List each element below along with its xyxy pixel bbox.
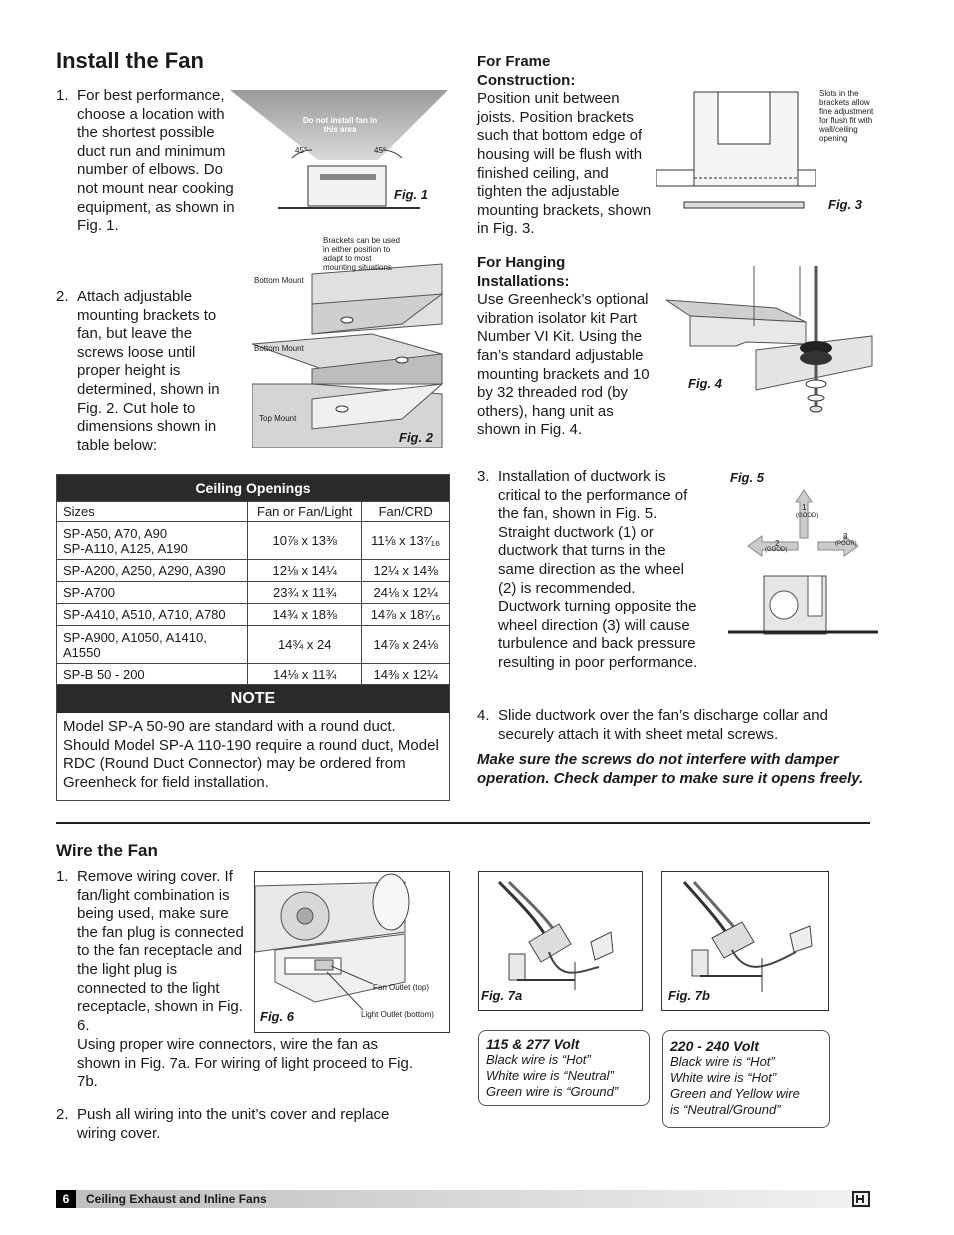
install-step-1 xyxy=(56,87,241,236)
volt-220-title: 220 - 240 Volt xyxy=(670,1038,759,1054)
volt-220-line-3: Green and Yellow wire xyxy=(670,1086,800,1101)
step-text: Slide ductwork over the fan’s discharge collar and securely attach it with sheet metal screws. xyxy=(498,707,828,743)
table-cell-crd: 14⅞ x 24⅛ xyxy=(362,626,450,664)
step-text: Push all wiring into the unit’s cover and replace wiring cover. xyxy=(77,1106,390,1142)
fig1-warning: Do not install fan in this area xyxy=(302,116,378,134)
table-cell-crd: 12¼ x 14⅜ xyxy=(362,560,450,582)
fig4-label: Fig. 4 xyxy=(688,376,722,391)
duct-step-4 xyxy=(477,707,862,744)
table-row xyxy=(57,522,450,560)
table-cell-fan: 14⅛ x 11¾ xyxy=(248,664,362,686)
fig2-top-mount: Top Mount xyxy=(259,414,297,423)
note-title: NOTE xyxy=(57,685,449,713)
table-cell-crd: 14⅜ x 12¼ xyxy=(362,664,450,686)
frame-text: Position unit between joists. Position brackets such that bottom edge of housing will be flush with finished ceiling, and tighten the adjustable mounting brackets, shown in Fig. 3. xyxy=(477,90,652,238)
step-number: 2. xyxy=(56,288,69,305)
table-row xyxy=(57,664,450,686)
fig6-light-outlet: Light Outlet (bottom) xyxy=(361,1010,434,1019)
wire-step-1-top xyxy=(56,868,246,1035)
fig2-note: Brackets can be used in either position to adapt to most mounting situations xyxy=(323,236,400,272)
fig2-bottom-mount-2: Bottom Mount xyxy=(254,344,304,353)
fig5-d2-txt: (GOOD) xyxy=(765,547,788,553)
step-number: 1. xyxy=(56,87,69,104)
fig6-label: Fig. 6 xyxy=(260,1009,294,1024)
volt-220-line-1: Black wire is “Hot” xyxy=(670,1054,775,1069)
table-cell-fan: 10⅞ x 13⅜ xyxy=(248,522,362,560)
fig1-label: Fig. 1 xyxy=(394,187,428,202)
fig3-illustration xyxy=(656,88,816,210)
section-divider xyxy=(56,822,870,824)
fig5-d3: 3 xyxy=(843,532,848,541)
table-cell-size: SP-A110, A125, A190 xyxy=(63,540,188,556)
footer-title: Ceiling Exhaust and Inline Fans xyxy=(86,1192,267,1206)
fig5-d1: 1 xyxy=(802,503,807,512)
fig5-d3-txt: (POOR) xyxy=(835,541,857,547)
table-header-fan-light: Fan or Fan/Light xyxy=(248,502,362,522)
install-steps xyxy=(56,87,241,236)
volt-115-line-3: Green wire is “Ground” xyxy=(486,1084,619,1099)
table-row xyxy=(57,582,450,604)
frame-construction xyxy=(477,53,652,239)
step-number: 3. xyxy=(477,468,490,485)
table-cell-fan: 12⅛ x 14¼ xyxy=(248,560,362,582)
fig1-angle-left: 45° xyxy=(295,146,308,155)
fig5-d2: 2 xyxy=(775,539,780,548)
greenheck-logo-icon xyxy=(852,1191,870,1207)
table-cell-fan: 14¾ x 18⅜ xyxy=(248,604,362,626)
install-step-3 xyxy=(477,468,699,673)
table-row xyxy=(57,560,450,582)
volt-220-line-2: White wire is “Hot” xyxy=(670,1070,777,1085)
volt-115-line-2: White wire is “Neutral” xyxy=(486,1068,614,1083)
table-cell-crd: 11⅛ x 13⁷⁄₁₆ xyxy=(362,522,450,560)
volt-115-box xyxy=(478,1030,650,1106)
table-cell-fan: 23¾ x 11¾ xyxy=(248,582,362,604)
step-text: Installation of ductwork is critical to the performance of the fan, shown in Fig. 5. Straight ductwork (1) or ductwork that turns in the same direction as the wheel (2) is recommended. Ductwork turning opposite the wheel direction (3) will cause turbulence and back pressure resulting in poor performance. xyxy=(498,468,698,671)
table-title: Ceiling Openings xyxy=(57,475,450,502)
step-text: Attach adjustable mounting brackets to fan, but leave the screws loose until proper height is determined, shown in Fig. 2. Cut hole to dimensions shown in table below: xyxy=(77,288,220,454)
page-number: 6 xyxy=(56,1190,76,1208)
step-number: 1. xyxy=(56,868,69,885)
wire-step-1b: Using proper wire connectors, wire the fan as shown in Fig. 7a. For wiring of light proceed to Fig. 7b. xyxy=(77,1036,413,1091)
hanging-text: Use Greenheck’s optional vibration isolator kit Part Number VI Kit. Using the fan’s standard adjustable mounting brackets and 10 by 32 threaded rod (by others), hang unit as shown in Fig. 4. xyxy=(477,291,650,439)
note-text: Model SP-A 50-90 are standard with a round duct. Should Model SP-A 110-190 require a round duct, Model RDC (Round Duct Connector) may be ordered from Greenheck for field installation. xyxy=(63,718,439,791)
note-box xyxy=(56,684,450,801)
volt-220-box xyxy=(662,1030,830,1128)
table-header-fan-crd: Fan/CRD xyxy=(362,502,450,522)
wire-steps-2 xyxy=(56,1106,416,1143)
fig6-illustration xyxy=(255,872,449,1032)
table-cell-fan: 14¾ x 24 xyxy=(248,626,362,664)
step-number: 2. xyxy=(56,1106,69,1123)
duct-step-3 xyxy=(477,468,699,673)
ceiling-openings-table xyxy=(56,474,450,686)
fig6-fan-outlet: Fan Outlet (top) xyxy=(373,983,430,992)
fig5-d1-txt: (GOOD) xyxy=(796,513,819,519)
step-number: 4. xyxy=(477,707,490,724)
fig2-bottom-mount-1: Bottom Mount xyxy=(254,276,304,285)
fig7b-label: Fig. 7b xyxy=(668,988,710,1003)
fig5-label: Fig. 5 xyxy=(730,470,764,485)
fig3-label: Fig. 3 xyxy=(828,197,862,212)
frame-heading: For Frame Construction: xyxy=(477,53,576,89)
fig1-angle-right: 45° xyxy=(374,146,387,155)
table-cell-size: SP-A900, A1050, A1410, xyxy=(63,629,207,645)
table-cell-size: SP-A200, A250, A290, A390 xyxy=(57,560,248,582)
hanging-installation xyxy=(477,254,652,440)
fig4-illustration xyxy=(666,266,876,416)
table-row xyxy=(57,604,450,626)
table-cell-size: SP-A700 xyxy=(57,582,248,604)
section-title-install: Install the Fan xyxy=(56,48,204,73)
table-cell-size: SP-A50, A70, A90 xyxy=(63,525,168,541)
step-text: For best performance, choose a location with the shortest possible duct run and minimum number of elbows. Do not mount near cooking equipment, as shown in Fig. 1. xyxy=(77,87,235,235)
section-title-wire: Wire the Fan xyxy=(56,841,158,860)
hanging-heading: For Hanging Installations: xyxy=(477,254,570,290)
wire-step-1-text: Remove wiring cover. If fan/light combination is being used, make sure the fan plug is connected to the fan receptacle and the light plug is connected to the light receptacle, shown in Fig. 6. xyxy=(77,868,244,1034)
fig7a-label: Fig. 7a xyxy=(481,988,523,1003)
table-cell-size: A1550 xyxy=(63,644,101,660)
table-cell-crd: 24⅛ x 12¼ xyxy=(362,582,450,604)
install-step-4 xyxy=(477,707,862,744)
fig3-note: Slots in the brackets allow fine adjustment for flush fit with wall/ceiling opening xyxy=(819,89,874,143)
install-step-2 xyxy=(56,288,228,455)
volt-115-title: 115 & 277 Volt xyxy=(486,1036,580,1052)
table-cell-size: SP-A410, A510, A710, A780 xyxy=(57,604,248,626)
wire-step-2 xyxy=(56,1106,416,1143)
damper-warning: Make sure the screws do not interfere with damper operation. Check damper to make sure it opens freely. xyxy=(477,751,864,787)
fig2-label: Fig. 2 xyxy=(399,430,433,445)
table-cell-size: SP-B 50 - 200 xyxy=(57,664,248,686)
volt-115-line-1: Black wire is “Hot” xyxy=(486,1052,591,1067)
install-steps-2 xyxy=(56,288,228,455)
table-header-sizes: Sizes xyxy=(57,502,248,522)
table-cell-crd: 14⅞ x 18⁷⁄₁₆ xyxy=(362,604,450,626)
table-row xyxy=(57,626,450,664)
volt-220-line-4: is “Neutral/Ground” xyxy=(670,1102,781,1117)
